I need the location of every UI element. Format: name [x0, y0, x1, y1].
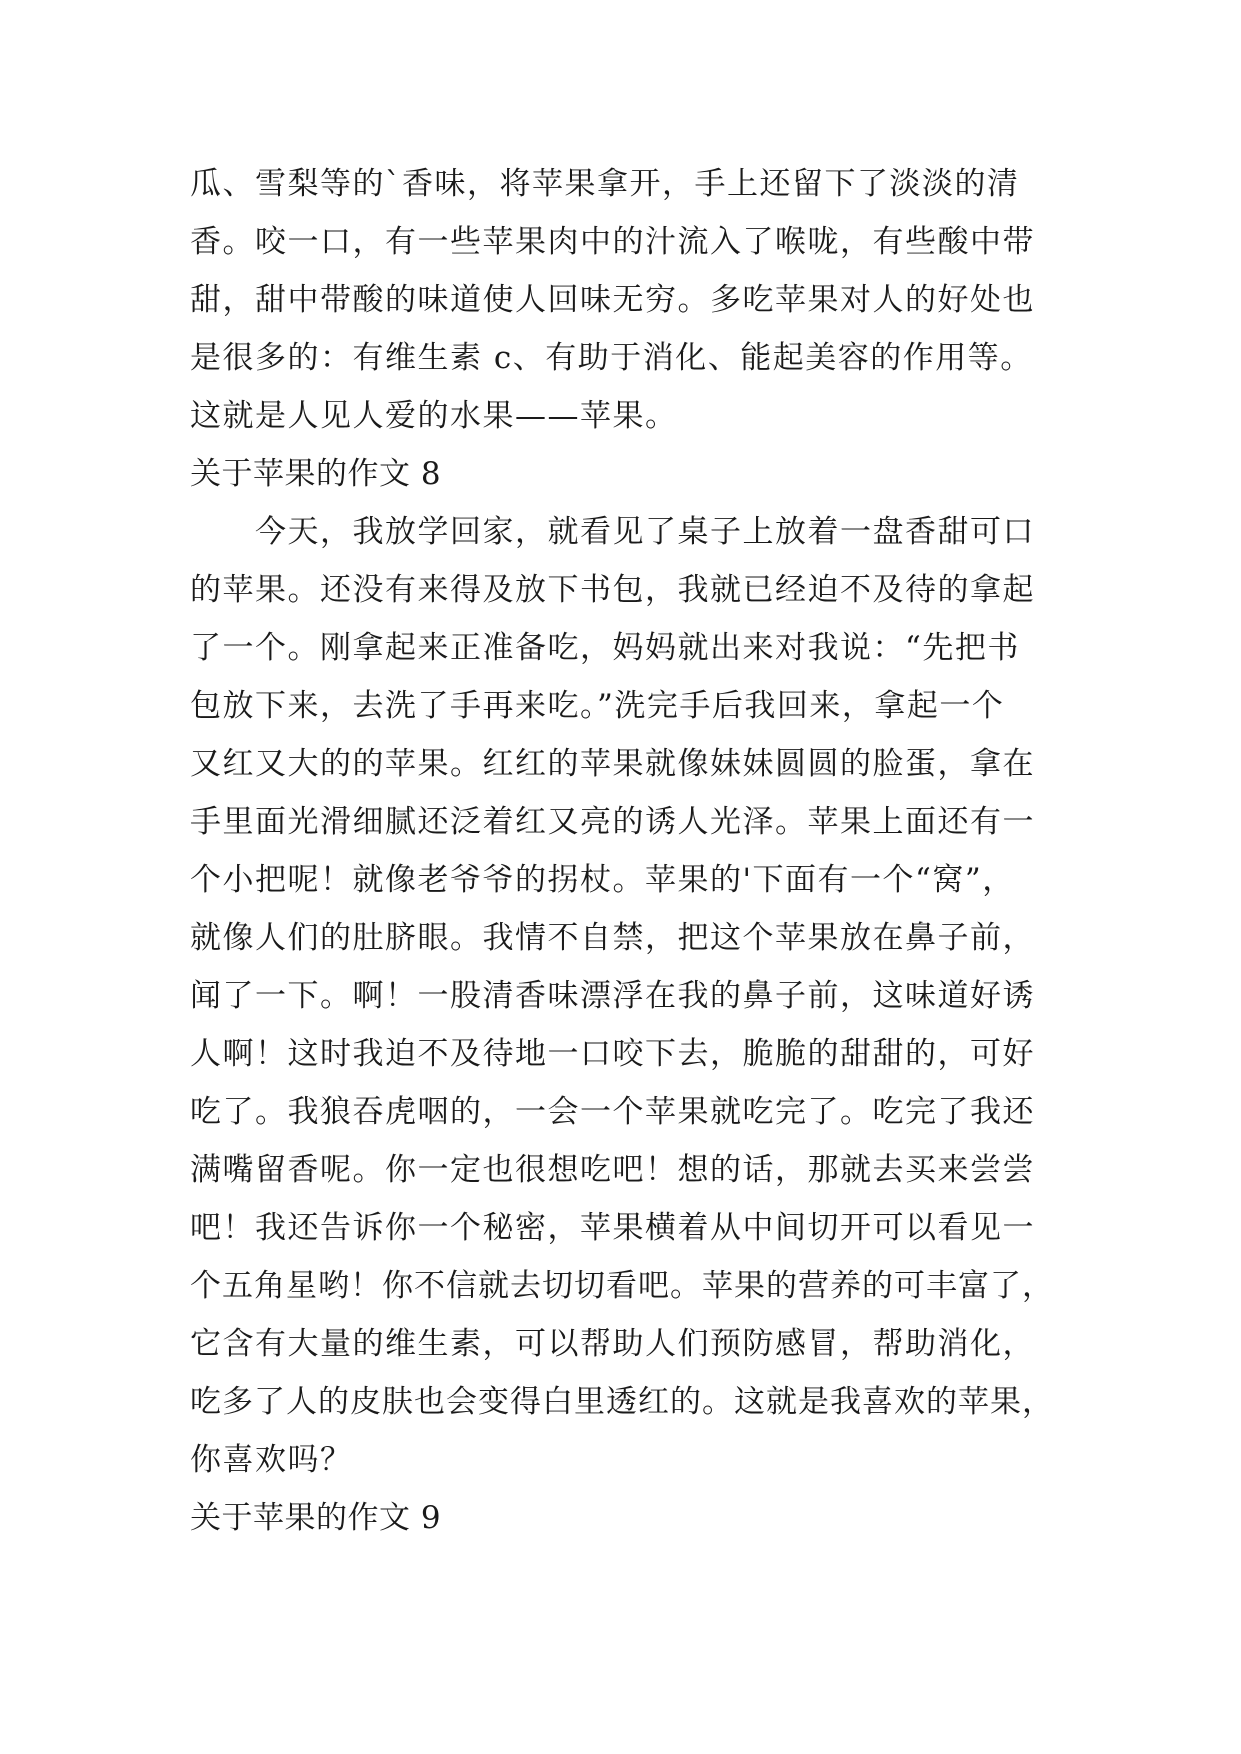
paragraph-line: 又红又大的的苹果。红红的苹果就像妹妹圆圆的脸蛋，拿在 — [190, 746, 1035, 782]
paragraph-line: 这就是人见人爱的水果——苹果。 — [190, 398, 678, 434]
paragraph-line: 今天，我放学回家，就看见了桌子上放着一盘香甜可口 — [190, 514, 1035, 550]
paragraph-line: 的苹果。还没有来得及放下书包，我就已经迫不及待的拿起 — [190, 572, 1035, 608]
paragraph-line: 你喜欢吗？ — [190, 1442, 353, 1478]
paragraph-line: 瓜、雪梨等的`香味，将苹果拿开，手上还留下了淡淡的清 — [190, 166, 1020, 202]
paragraph-line: 它含有大量的维生素，可以帮助人们预防感冒，帮助消化， — [190, 1326, 1035, 1362]
paragraph-line: 吃了。我狼吞虎咽的，一会一个苹果就吃完了。吃完了我还 — [190, 1094, 1035, 1130]
section-heading: 关于苹果的作文 8 — [190, 456, 442, 492]
paragraph-line: 了一个。刚拿起来正准备吃，妈妈就出来对我说：“先把书 — [190, 630, 1020, 666]
section-heading: 关于苹果的作文 9 — [190, 1500, 442, 1536]
paragraph-line: 手里面光滑细腻还泛着红又亮的诱人光泽。苹果上面还有一 — [190, 804, 1035, 840]
paragraph-line: 包放下来，去洗了手再来吃。”洗完手后我回来，拿起一个 — [190, 688, 1005, 724]
paragraph-line: 就像人们的肚脐眼。我情不自禁，把这个苹果放在鼻子前， — [190, 920, 1035, 956]
paragraph-line: 吃多了人的皮肤也会变得白里透红的。这就是我喜欢的苹果， — [190, 1384, 1054, 1420]
paragraph-line: 人啊！这时我迫不及待地一口咬下去，脆脆的甜甜的，可好 — [190, 1036, 1035, 1072]
paragraph-line: 个五角星哟！你不信就去切切看吧。苹果的营养的可丰富了， — [190, 1268, 1054, 1304]
paragraph-line: 香。咬一口，有一些苹果肉中的汁流入了喉咙，有些酸中带 — [190, 224, 1035, 260]
paragraph-line: 吧！我还告诉你一个秘密，苹果横着从中间切开可以看见一 — [190, 1210, 1035, 1246]
paragraph-line: 是很多的：有维生素 c、有助于消化、能起美容的作用等。 — [190, 340, 1033, 376]
paragraph-line: 个小把呢！就像老爷爷的拐杖。苹果的'下面有一个“窝”， — [190, 862, 1015, 898]
paragraph-line: 甜，甜中带酸的味道使人回味无穷。多吃苹果对人的好处也 — [190, 282, 1035, 318]
paragraph-line: 满嘴留香呢。你一定也很想吃吧！想的话，那就去买来尝尝 — [190, 1152, 1035, 1188]
paragraph-line: 闻了一下。啊！一股清香味漂浮在我的鼻子前，这味道好诱 — [190, 978, 1035, 1014]
